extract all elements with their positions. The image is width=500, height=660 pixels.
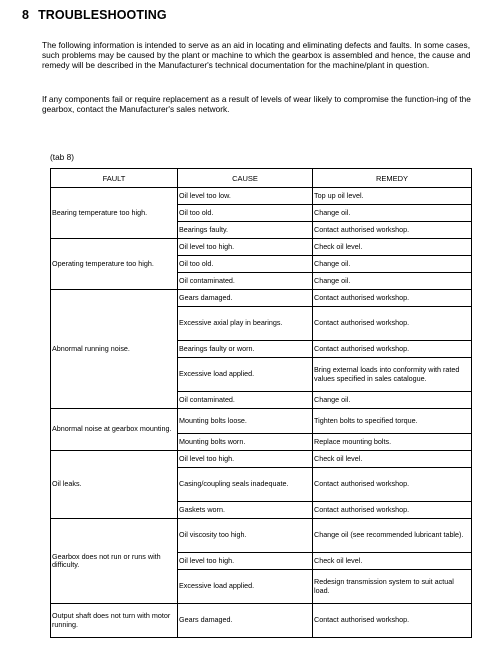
column-header-cause: CAUSE [178, 169, 313, 188]
remedy-cell: Contact authorised workshop. [313, 468, 472, 502]
cause-cell: Excessive axial play in bearings. [178, 307, 313, 341]
fault-cell: Operating temperature too high. [51, 239, 178, 290]
table-row [51, 409, 472, 434]
cause-cell: Oil contaminated. [178, 392, 313, 409]
cause-cell: Gears damaged. [178, 290, 313, 307]
table-row [51, 451, 472, 468]
remedy-cell: Check oil level. [313, 239, 472, 256]
fault-cell: Abnormal running noise. [51, 290, 178, 409]
sales-network-paragraph: If any components fail or require replacement as a result of levels of wear likely to compromise the function-ing of the gearbox, contact the Manufacturer's sales network. [42, 94, 471, 114]
section-number: 8 [22, 8, 30, 22]
table-row [51, 604, 472, 638]
remedy-cell: Check oil level. [313, 553, 472, 570]
column-header-remedy: REMEDY [313, 169, 472, 188]
cause-cell: Bearings faulty. [178, 222, 313, 239]
cause-cell: Bearings faulty or worn. [178, 341, 313, 358]
troubleshooting-table [50, 168, 472, 638]
cause-cell: Oil level too high. [178, 451, 313, 468]
cause-cell: Oil level too high. [178, 239, 313, 256]
cause-cell: Oil level too low. [178, 188, 313, 205]
remedy-cell: Change oil. [313, 205, 472, 222]
cause-cell: Gaskets worn. [178, 502, 313, 519]
fault-cell: Output shaft does not turn with motor running. [51, 604, 178, 638]
remedy-cell: Contact authorised workshop. [313, 290, 472, 307]
table-label: (tab 8) [50, 152, 74, 162]
cause-cell: Oil too old. [178, 256, 313, 273]
remedy-cell: Check oil level. [313, 451, 472, 468]
cause-cell: Oil viscosity too high. [178, 519, 313, 553]
cause-cell: Excessive load applied. [178, 570, 313, 604]
remedy-cell: Change oil. [313, 392, 472, 409]
remedy-cell: Top up oil level. [313, 188, 472, 205]
table-row [51, 519, 472, 553]
remedy-cell: Bring external loads into conformity with rated values specified in sales catalogue. [313, 358, 472, 392]
fault-cell: Gearbox does not run or runs with difficulty. [51, 519, 178, 604]
remedy-cell: Redesign transmission system to suit actual load. [313, 570, 472, 604]
cause-cell: Oil too old. [178, 205, 313, 222]
cause-cell: Oil level too high. [178, 553, 313, 570]
fault-cell: Bearing temperature too high. [51, 188, 178, 239]
fault-cell: Abnormal noise at gearbox mounting. [51, 409, 178, 451]
cause-cell: Mounting bolts worn. [178, 434, 313, 451]
remedy-cell: Contact authorised workshop. [313, 307, 472, 341]
cause-cell: Oil contaminated. [178, 273, 313, 290]
remedy-cell: Contact authorised workshop. [313, 341, 472, 358]
section-title: TROUBLESHOOTING [38, 8, 167, 22]
table-row [51, 188, 472, 205]
remedy-cell: Contact authorised workshop. [313, 604, 472, 638]
column-header-fault: FAULT [51, 169, 178, 188]
remedy-cell: Contact authorised workshop. [313, 222, 472, 239]
fault-cell: Oil leaks. [51, 451, 178, 519]
cause-cell: Gears damaged. [178, 604, 313, 638]
remedy-cell: Change oil (see recommended lubricant table). [313, 519, 472, 553]
table-body [51, 188, 472, 638]
table-row [51, 290, 472, 307]
table-header-row [51, 169, 472, 188]
table-row [51, 239, 472, 256]
intro-paragraph: The following information is intended to serve as an aid in locating and eliminating defects and faults. In some cases, such problems may be caused by the plant or machine to which the gearbox is assembled and hence, the cause and remedy will be described in the Manufacturer's technical documentation for the machine/plant in question. [42, 40, 471, 70]
remedy-cell: Change oil. [313, 273, 472, 290]
section-heading [22, 8, 167, 22]
remedy-cell: Replace mounting bolts. [313, 434, 472, 451]
cause-cell: Casing/coupling seals inadequate. [178, 468, 313, 502]
remedy-cell: Tighten bolts to specified torque. [313, 409, 472, 434]
cause-cell: Excessive load applied. [178, 358, 313, 392]
cause-cell: Mounting bolts loose. [178, 409, 313, 434]
remedy-cell: Change oil. [313, 256, 472, 273]
remedy-cell: Contact authorised workshop. [313, 502, 472, 519]
